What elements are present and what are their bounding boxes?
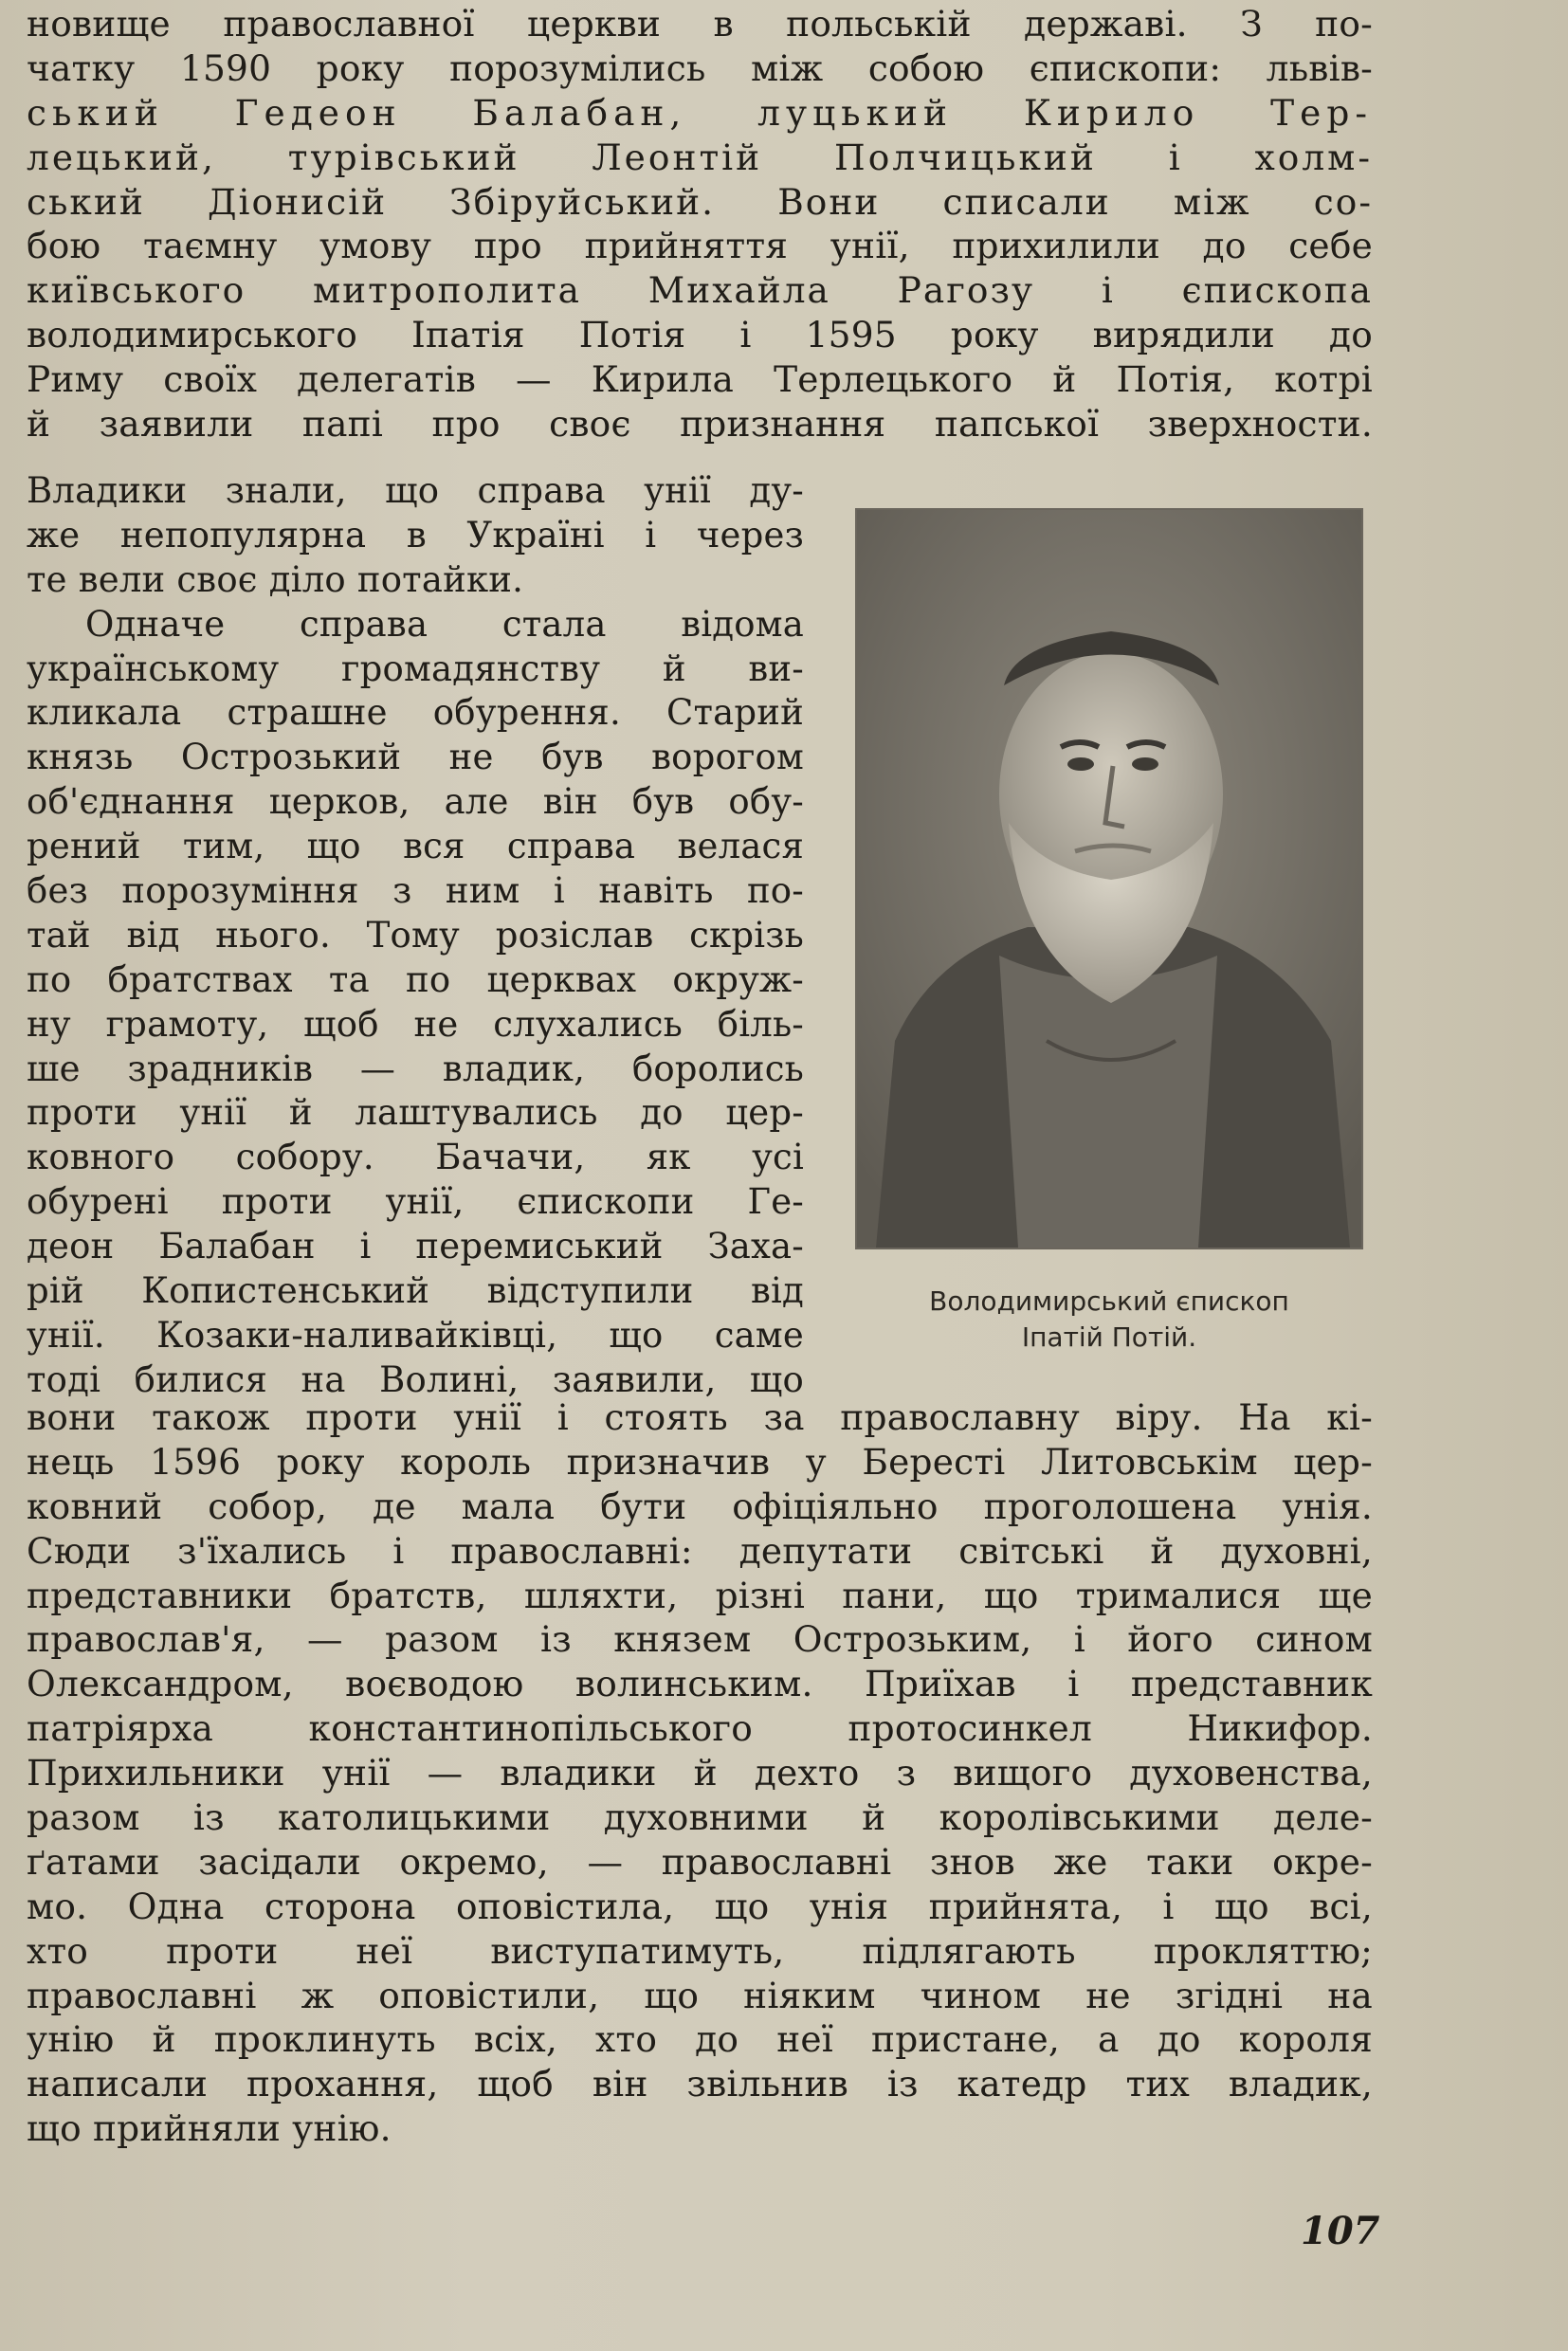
text-line: Владики знали, що справа унії ду- xyxy=(27,470,804,511)
text-line: об'єднання церков, але він був обу- xyxy=(27,781,804,823)
text-line: тоді билися на Волині, заявили, що xyxy=(27,1358,804,1400)
text-line: написали прохання, щоб він звільнив із катедр тих владик, xyxy=(27,2063,1373,2105)
text-line: українському громадянству й ви- xyxy=(27,647,804,689)
page-number: 107 xyxy=(1301,2209,1380,2253)
text-line: ковного собору. Бачачи, як усі xyxy=(27,1137,804,1178)
text-line: ше зрадників — владик, боролись xyxy=(27,1048,804,1089)
text-line: те вели своє діло потайки. xyxy=(27,558,524,600)
text-line: новище православної церкви в польській державі. З по- xyxy=(27,3,1373,45)
text-line: ґатами засідали окремо, — православні знов же таки окре- xyxy=(27,1840,1373,1883)
text-line: Риму своїх делегатів — Кирила Терлецького й Потія, котрі xyxy=(27,358,1373,401)
text-line: нець 1596 року король призначив у Бересті Литовськім цер- xyxy=(27,1440,1373,1483)
text-line: патріярха константинопільського протосинкел Никифор. xyxy=(27,1707,1373,1750)
portrait-image xyxy=(857,510,1361,1248)
text-line: православні ж оповістили, що ніяким чином не згідні на xyxy=(27,1974,1373,2016)
text-line: рій Копистенський відступили від xyxy=(27,1270,804,1312)
text-line: обурені проти унії, єпископи Ге- xyxy=(27,1181,804,1223)
text-line: унії. Козаки-наливайківці, що саме xyxy=(27,1314,804,1356)
text-block-top xyxy=(27,2,1373,447)
text-line: київського митрополита Михайла Рагозу і єпископа xyxy=(27,269,1373,312)
text-line: по братствах та по церквах окруж- xyxy=(27,958,804,1000)
text-line: лецький, турівський Леонтій Полчицький і холм- xyxy=(27,136,1373,178)
text-line: кликала страшне обурення. Старий xyxy=(27,692,804,734)
text-line: Одначе справа стала відома xyxy=(85,603,804,645)
text-line: хто проти неї виступатимуть, підлягають прокляттю; xyxy=(27,1929,1373,1972)
text-line: ковний собор, де мала бути офіціяльно проголошена унія. xyxy=(27,1485,1373,1527)
text-line: же непопулярна в Україні і через xyxy=(27,514,804,556)
text-line: що прийняли унію. xyxy=(27,2107,392,2150)
figure-caption xyxy=(834,1284,1384,1356)
caption-line: Володимирський єпископ xyxy=(929,1285,1289,1317)
text-line: володимирського Іпатія Потія і 1595 року вирядили до xyxy=(27,314,1373,356)
text-line: ну грамоту, щоб не слухались біль- xyxy=(27,1003,804,1045)
text-line: чатку 1590 року порозумілись між собою єпископи: львів- xyxy=(27,46,1373,89)
text-line: бою таємну умову про прийняття унії, прихилили до себе xyxy=(27,225,1373,267)
text-line: Олександром, воєводою волинським. Приїхав і представник xyxy=(27,1663,1373,1705)
text-line: представники братств, шляхти, різні пани, що трималися ще xyxy=(27,1574,1373,1616)
text-line: деон Балабан і перемиський Заха- xyxy=(27,1226,804,1267)
text-line: разом із католицькими духовними й королівськими деле- xyxy=(27,1796,1373,1839)
text-line: ський Діонисій Збіруйський. Вони списали між со- xyxy=(27,180,1373,223)
text-line: православ'я, — разом із князем Острозьким, і його сином xyxy=(27,1618,1373,1661)
text-line: рений тим, що вся справа велася xyxy=(27,826,804,867)
text-line: унію й проклинуть всіх, хто до неї пристане, а до короля xyxy=(27,2018,1373,2061)
text-line: ський Гедеон Балабан, луцький Кирило Тер- xyxy=(27,91,1373,134)
caption-line: Іпатій Потій. xyxy=(1021,1321,1197,1353)
text-block-beside-figure xyxy=(27,469,804,1403)
text-line: проти унії й лаштувались до цер- xyxy=(27,1092,804,1134)
text-line: тай від нього. Тому розіслав скрізь xyxy=(27,914,804,956)
text-block-bottom xyxy=(27,1395,1373,2151)
text-line: князь Острозький не був ворогом xyxy=(27,737,804,778)
text-line: мо. Одна сторона оповістила, що унія прийнята, і що всі, xyxy=(27,1885,1373,1927)
text-line: без порозуміння з ним і навіть по- xyxy=(27,870,804,912)
text-line: Сюди з'їхались і православні: депутати світські й духовні, xyxy=(27,1529,1373,1572)
text-line: й заявили папі про своє признання папської зверхности. xyxy=(27,403,1373,446)
text-line: Прихильники унії — владики й дехто з вищого духовенства, xyxy=(27,1752,1373,1795)
text-line: вони також проти унії і стоять за православну віру. На кі- xyxy=(27,1396,1373,1438)
